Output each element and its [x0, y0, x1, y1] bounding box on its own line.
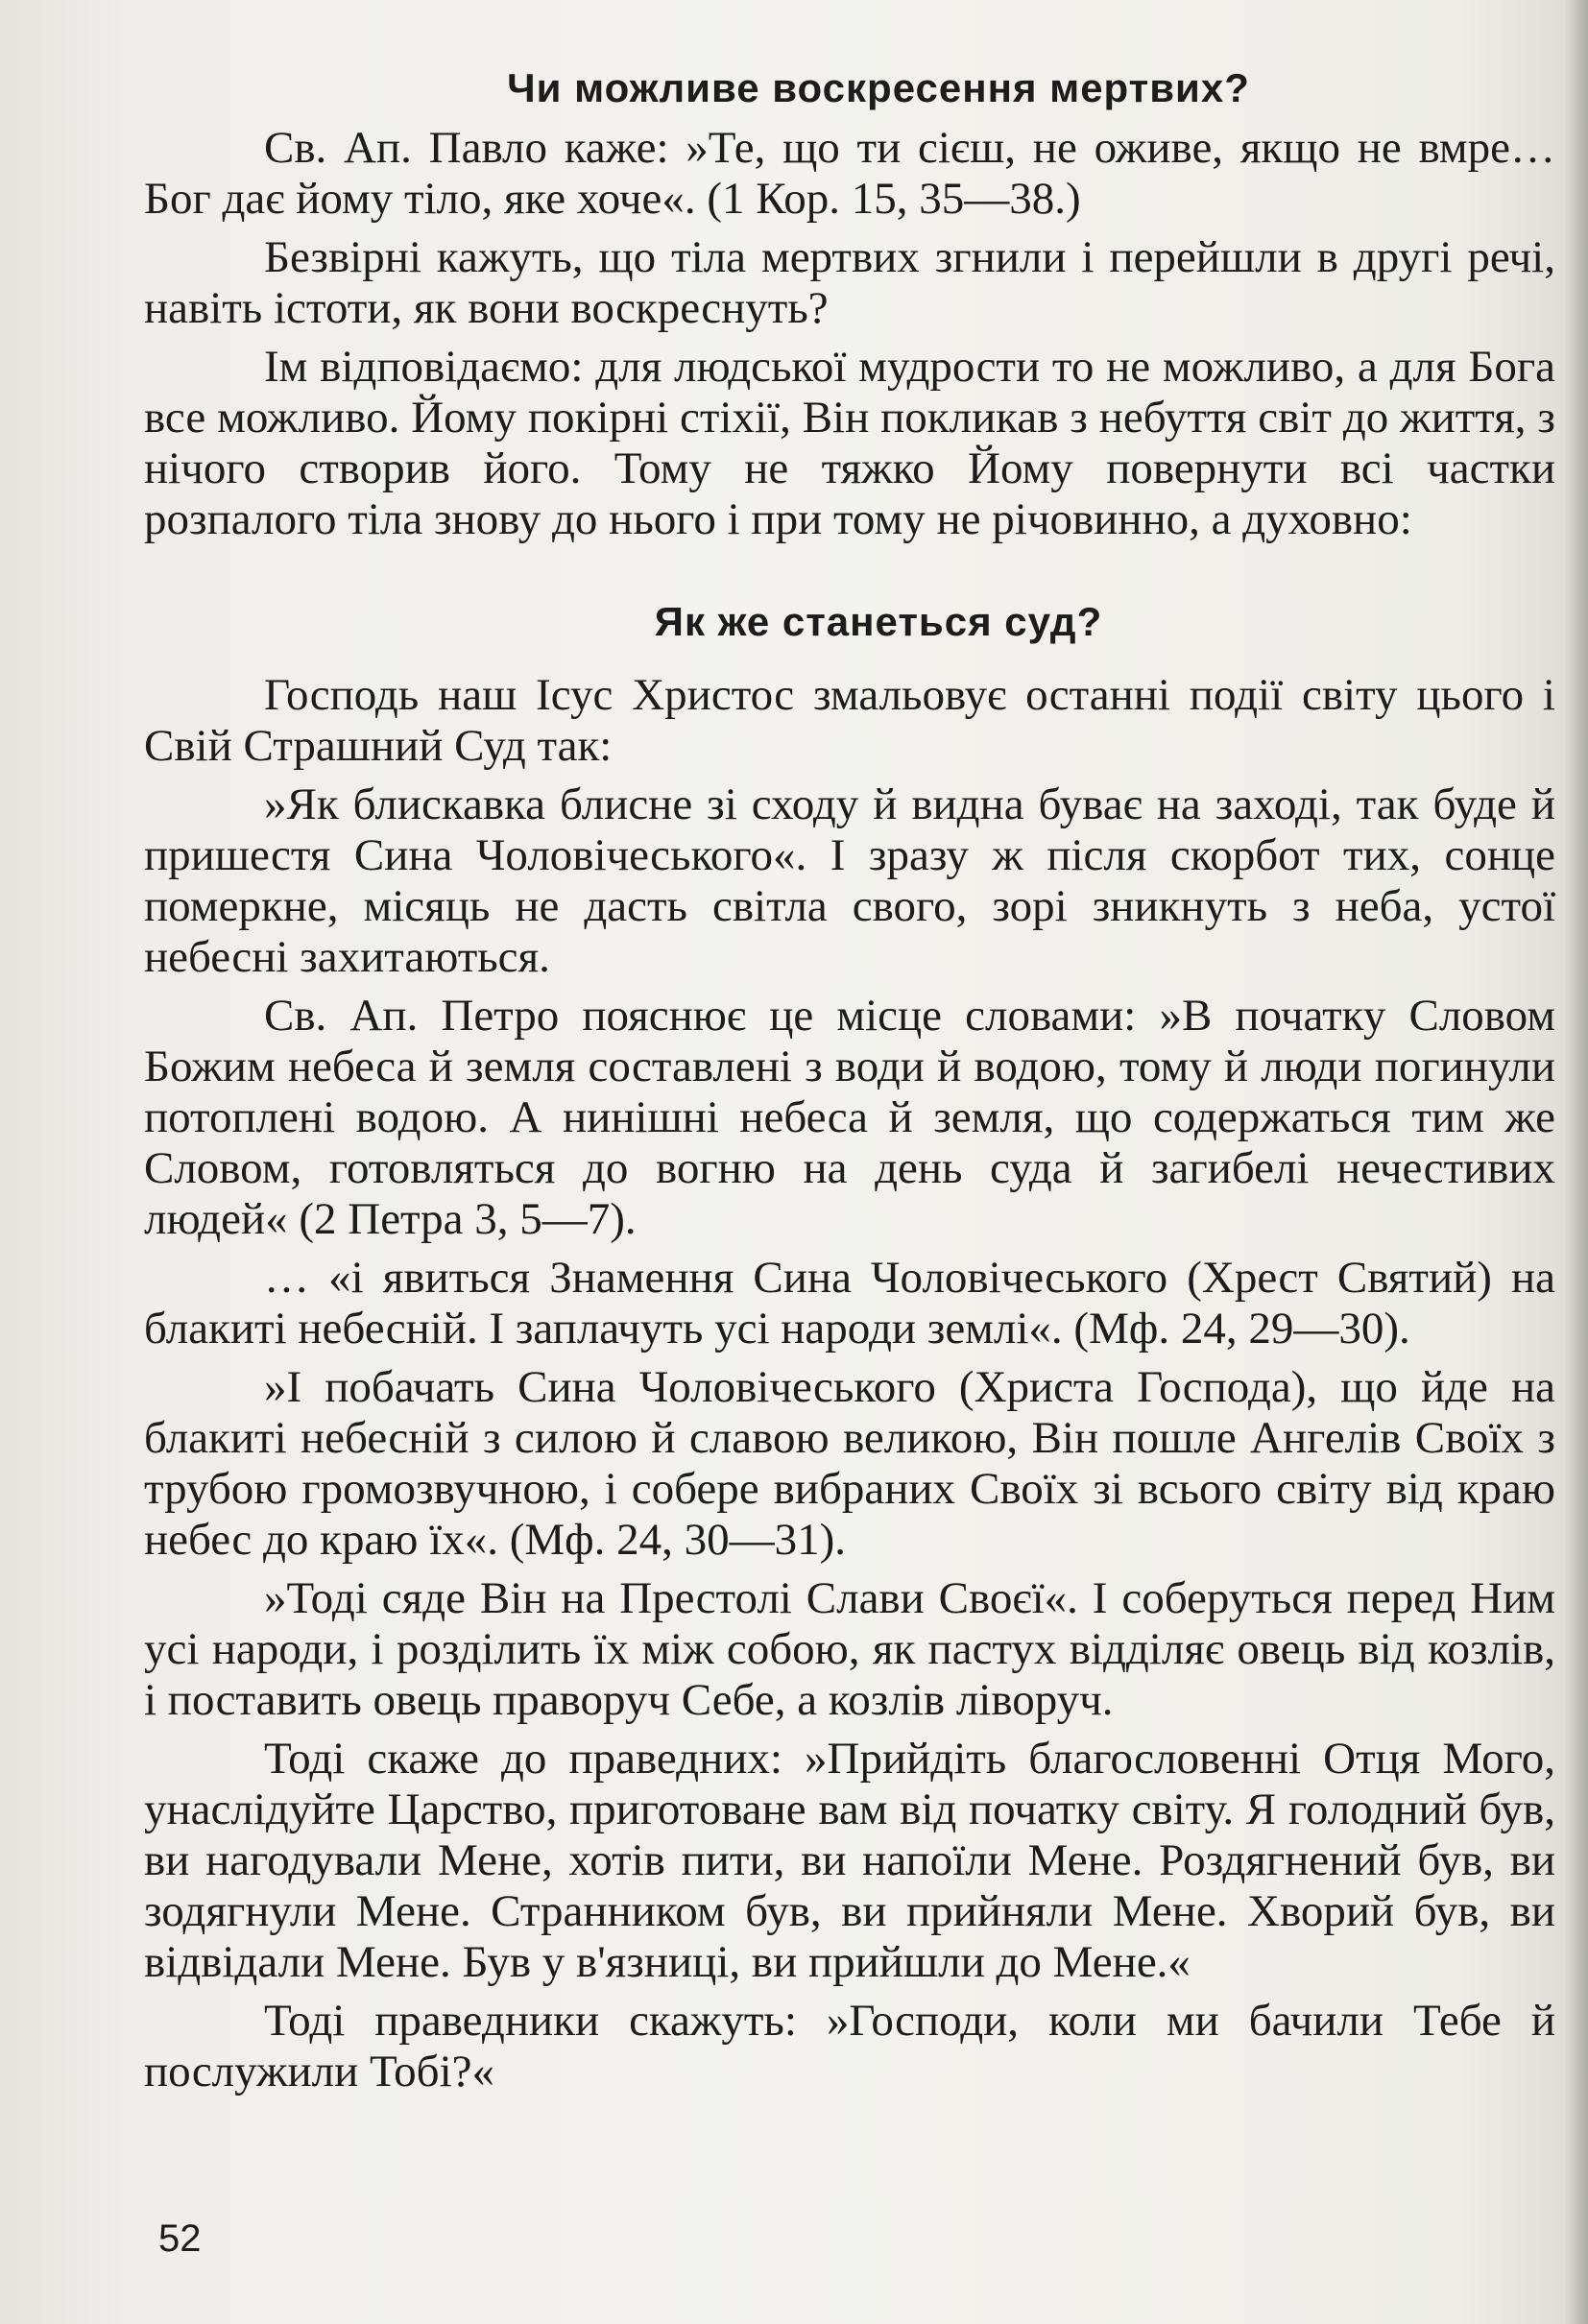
paragraph: »Як блискавка блисне зі сходу й видна буває на заході, так буде й пришестя Сина Чоловічеського«. І зразу ж після скорбот тих, сонце померкне, місяць не дасть світла свого, зорі зникнуть з неба, устої небесні захитаються. — [144, 779, 1555, 982]
paragraph: Св. Ап. Петро пояснює це місце словами: »В початку Словом Божим небеса й земля составлені з води й водою, тому й люди погинули потоплені водою. А нинішні небеса й земля, що содержаться тим же Словом, готовляться до вогню на день суда й загибелі нечестивих людей« (2 Петра 3, 5—7). — [144, 991, 1555, 1244]
paragraph: Св. Ап. Павло каже: »Те, що ти сієш, не оживе, якщо не вмре… Бог дає йому тіло, яке хоче«. (1 Кор. 15, 35—38.) — [144, 123, 1555, 224]
paragraph: Тоді скаже до праведних: »Прийдіть благословенні Отця Мого, унаслідуйте Царство, приготоване вам від початку світу. Я голодний був, ви нагодували Мене, хотів пити, ви напоїли Мене. Роздягнений був, ви зодягнули Мене. Странником був, ви прийняли Мене. Хворий був, ви відвідали Мене. Був у в'язниці, ви прийшли до Мене.« — [144, 1734, 1555, 1987]
paragraph: »Тоді сяде Він на Престолі Слави Своєї«. І соберуться перед Ним усі народи, і розділить їх між собою, як пастух відділяє овець від козлів, і поставить овець праворуч Себе, а козлів ліворуч. — [144, 1573, 1555, 1725]
paragraph: Безвірні кажуть, що тіла мертвих згнили і перейшли в другі речі, навіть істоти, як вони воскреснуть? — [144, 232, 1555, 333]
text-block — [144, 60, 1555, 2105]
spine-shadow — [1565, 0, 1588, 2324]
page-number: 52 — [158, 2217, 202, 2260]
paragraph: Господь наш Ісус Христос змальовує останні події світу цього і Свій Страшний Суд так: — [144, 670, 1555, 771]
paragraph: Тоді праведники скажуть: »Господи, коли ми бачили Тебе й послужили Тобі?« — [144, 1996, 1555, 2096]
section-heading-resurrection: Чи можливе воскресення мертвих? — [507, 65, 1250, 110]
section-heading-judgment: Як же станеться суд? — [654, 599, 1103, 644]
paragraph: Ім відповідаємо: для людської мудрости то не можливо, а для Бога все можливо. Йому покірні стіхії, Він покликав з небуття світ до життя, з нічого створив його. Тому не тяжко Йому повернути всі частки розпалого тіла знову до нього і при тому не річовинно, а духовно: — [144, 342, 1555, 544]
paragraph: … «і явиться Знамення Сина Чоловічеського (Хрест Святий) на блакиті небесній. І заплачуть усі народи землі«. (Мф. 24, 29—30). — [144, 1253, 1555, 1354]
paragraph: »І побачать Сина Чоловічеського (Христа Господа), що йде на блакиті небесній з силою й славою великою, Він пошле Ангелів Своїх з трубою громозвучною, і собере вибраних Своїх зі всього світу від краю небес до краю їх«. (Мф. 24, 30—31). — [144, 1362, 1555, 1565]
